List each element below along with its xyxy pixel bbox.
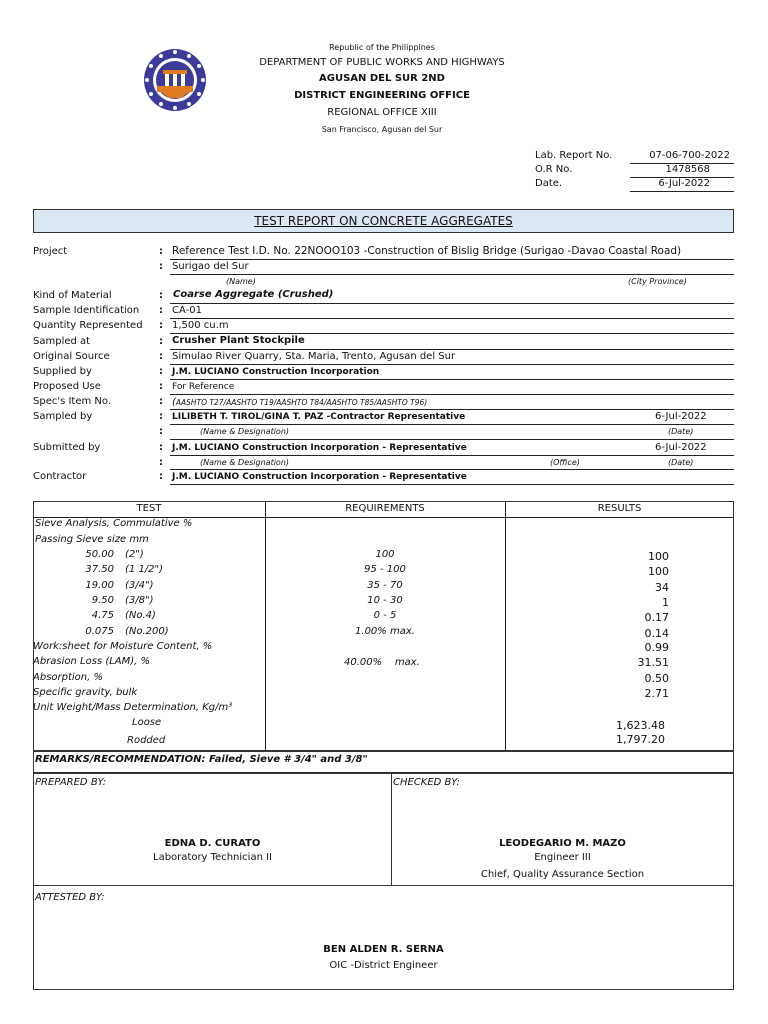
checked-label: CHECKED BY:	[393, 777, 460, 788]
colon: :	[159, 471, 163, 482]
supplied-label: Supplied by	[33, 366, 92, 377]
attested-label: ATTESTED BY:	[35, 892, 105, 903]
sieve-size: 4.75	[91, 610, 114, 621]
colon: :	[159, 305, 163, 316]
sampled-by-label: Sampled by	[33, 411, 93, 422]
lab-report-value: 07-06-700-2022	[649, 150, 730, 161]
colon: :	[159, 261, 163, 272]
contractor-value: J.M. LUCIANO Construction Incorporation - Representative	[172, 472, 467, 482]
gravity-result: 2.71	[644, 687, 669, 700]
loose-label: Loose	[132, 717, 162, 728]
sieve-requirement: 10 - 30	[367, 595, 403, 606]
office-caption: (Office)	[550, 458, 580, 467]
location-text: San Francisco, Agusan del Sur	[321, 125, 443, 134]
use-label: Proposed Use	[33, 381, 101, 392]
colon: :	[159, 366, 163, 377]
sieve-title: Sieve Analysis, Commulative %	[35, 518, 193, 529]
moisture-label: Work:sheet for Moisture Content, %	[33, 641, 213, 652]
kind-value: Coarse Aggregate (Crushed)	[173, 289, 334, 300]
or-no-label: O.R No.	[535, 164, 573, 175]
date-value: 6-Jul-2022	[658, 178, 710, 189]
absorption-result: 0.50	[644, 672, 669, 685]
source-value: Simulao River Quarry, Sta. Maria, Trento, Agusan del Sur	[172, 351, 456, 362]
colon: :	[159, 290, 163, 301]
header-requirements: REQUIREMENTS	[345, 503, 425, 514]
office-text: DISTRICT ENGINEERING OFFICE	[294, 90, 470, 101]
use-value: For Reference	[172, 382, 235, 392]
sieve-inch: (3/8")	[125, 595, 154, 606]
sieve-result: 34	[655, 581, 669, 594]
sieve-size: 0.075	[85, 626, 114, 637]
sieve-result: 0.14	[644, 627, 669, 640]
checked-name: LEODEGARIO M. MAZO	[499, 838, 626, 849]
region-text: REGIONAL OFFICE XIII	[327, 107, 437, 118]
sieve-size: 37.50	[85, 564, 114, 575]
project-location: Surigao del Sur	[172, 261, 249, 272]
project-label: Project	[33, 246, 68, 257]
sieve-inch: (3/4")	[125, 580, 154, 591]
colon: :	[159, 411, 163, 422]
colon: :	[159, 442, 163, 453]
abrasion-result: 31.51	[637, 656, 669, 669]
attested-name: BEN ALDEN R. SERNA	[323, 944, 444, 955]
supplied-value: J.M. LUCIANO Construction Incorporation	[172, 367, 380, 377]
abrasion-requirement: 40.00% max.	[344, 657, 420, 668]
kind-label: Kind of Material	[33, 290, 112, 301]
contractor-label: Contractor	[33, 471, 87, 482]
sieve-result: 100	[648, 550, 669, 563]
name-caption: (Name)	[226, 277, 256, 286]
moisture-result: 0.99	[644, 641, 669, 654]
submitted-value: J.M. LUCIANO Construction Incorporation - Representative	[172, 443, 467, 453]
sampled-at-value: Crusher Plant Stockpile	[172, 335, 305, 346]
rodded-result: 1,797.20	[616, 733, 665, 746]
report-title: TEST REPORT ON CONCRETE AGGREGATES	[33, 209, 734, 233]
sieve-requirement: 35 - 70	[367, 580, 403, 591]
sieve-inch: (1 1/2")	[125, 564, 164, 575]
date-caption-2: (Date)	[668, 458, 694, 467]
colon: :	[159, 396, 163, 407]
sampled-at-label: Sampled at	[33, 336, 91, 347]
sampled-by-date: 6-Jul-2022	[655, 411, 707, 422]
sieve-size: 50.00	[85, 549, 114, 560]
name-designation-caption: (Name & Designation)	[200, 427, 290, 436]
sieve-inch: (No.4)	[125, 610, 156, 621]
sample-value: CA-01	[172, 305, 202, 316]
passing-label: Passing Sieve size mm	[35, 534, 149, 545]
quantity-value: 1,500 cu.m	[172, 320, 229, 331]
loose-result: 1,623.48	[616, 719, 665, 732]
republic-text: Republic of the Philippines	[329, 43, 435, 52]
department-text: DEPARTMENT OF PUBLIC WORKS AND HIGHWAYS	[259, 57, 505, 68]
attested-title: OIC -District Engineer	[329, 960, 438, 971]
sieve-size: 19.00	[85, 580, 114, 591]
district-text: AGUSAN DEL SUR 2ND	[319, 73, 445, 84]
sieve-requirement: 1.00% max.	[355, 626, 415, 637]
project-value: Reference Test I.D. No. 22NOOO103 -Construction of Bislig Bridge (Surigao -Davao Coastal Road)	[172, 245, 682, 257]
prepared-name: EDNA D. CURATO	[164, 838, 261, 849]
checked-title-1: Engineer III	[534, 852, 591, 863]
sieve-result: 100	[648, 565, 669, 578]
sampled-by-value: LILIBETH T. TIROL/GINA T. PAZ -Contractor Representative	[172, 412, 466, 422]
spec-label: Spec's Item No.	[33, 396, 112, 407]
colon: :	[159, 457, 163, 468]
colon: :	[159, 381, 163, 392]
sieve-result: 0.17	[644, 611, 669, 624]
signature-box-attested	[33, 885, 734, 990]
sieve-requirement: 100	[375, 549, 395, 560]
gravity-label: Specific gravity, bulk	[33, 687, 138, 698]
sieve-result: 1	[662, 596, 669, 609]
date-caption: (Date)	[668, 427, 694, 436]
absorption-label: Absorption, %	[33, 672, 103, 683]
spec-text: AASHTO T27/AASHTO T19/AASHTO T84/AASHTO T85/AASHTO T96	[175, 398, 425, 407]
sieve-requirement: 0 - 5	[373, 610, 397, 621]
colon: :	[159, 320, 163, 331]
prepared-label: PREPARED BY:	[35, 777, 107, 788]
header-test: TEST	[136, 503, 162, 514]
sieve-size: 9.50	[91, 595, 114, 606]
submitted-label: Submitted by	[33, 442, 101, 453]
checked-title-2: Chief, Quality Assurance Section	[480, 869, 645, 880]
header-results: RESULTS	[597, 503, 642, 514]
submitted-date: 6-Jul-2022	[655, 442, 707, 453]
sieve-inch: (No.200)	[125, 626, 169, 637]
unit-weight-label: Unit Weight/Mass Determination, Kg/m³	[33, 702, 233, 713]
colon: :	[159, 246, 163, 257]
sieve-requirement: 95 - 100	[364, 564, 406, 575]
signature-box-prepared	[33, 773, 392, 886]
colon: :	[159, 426, 163, 437]
remarks-text: REMARKS/RECOMMENDATION: Failed, Sieve # 3/4" and 3/8"	[35, 754, 368, 765]
spec-value: (AASHTO T27/AASHTO T19/AASHTO T84/AASHTO T85/AASHTO T96)	[172, 397, 428, 408]
prepared-title: Laboratory Technician II	[153, 852, 272, 863]
city-caption: (City Province)	[628, 277, 687, 286]
name-designation-caption-2: (Name & Designation)	[200, 458, 290, 467]
sieve-inch: (2")	[125, 549, 144, 560]
source-label: Original Source	[33, 351, 110, 362]
colon: :	[159, 351, 163, 362]
abrasion-label: Abrasion Loss (LAM), %	[33, 656, 151, 667]
quantity-label: Quantity Represented	[33, 320, 143, 331]
rodded-label: Rodded	[127, 735, 166, 746]
date-label: Date.	[535, 178, 563, 189]
sample-label: Sample Identification	[33, 305, 140, 316]
colon: :	[159, 336, 163, 347]
lab-report-label: Lab. Report No.	[535, 150, 613, 161]
or-no-value: 1478568	[665, 164, 710, 175]
